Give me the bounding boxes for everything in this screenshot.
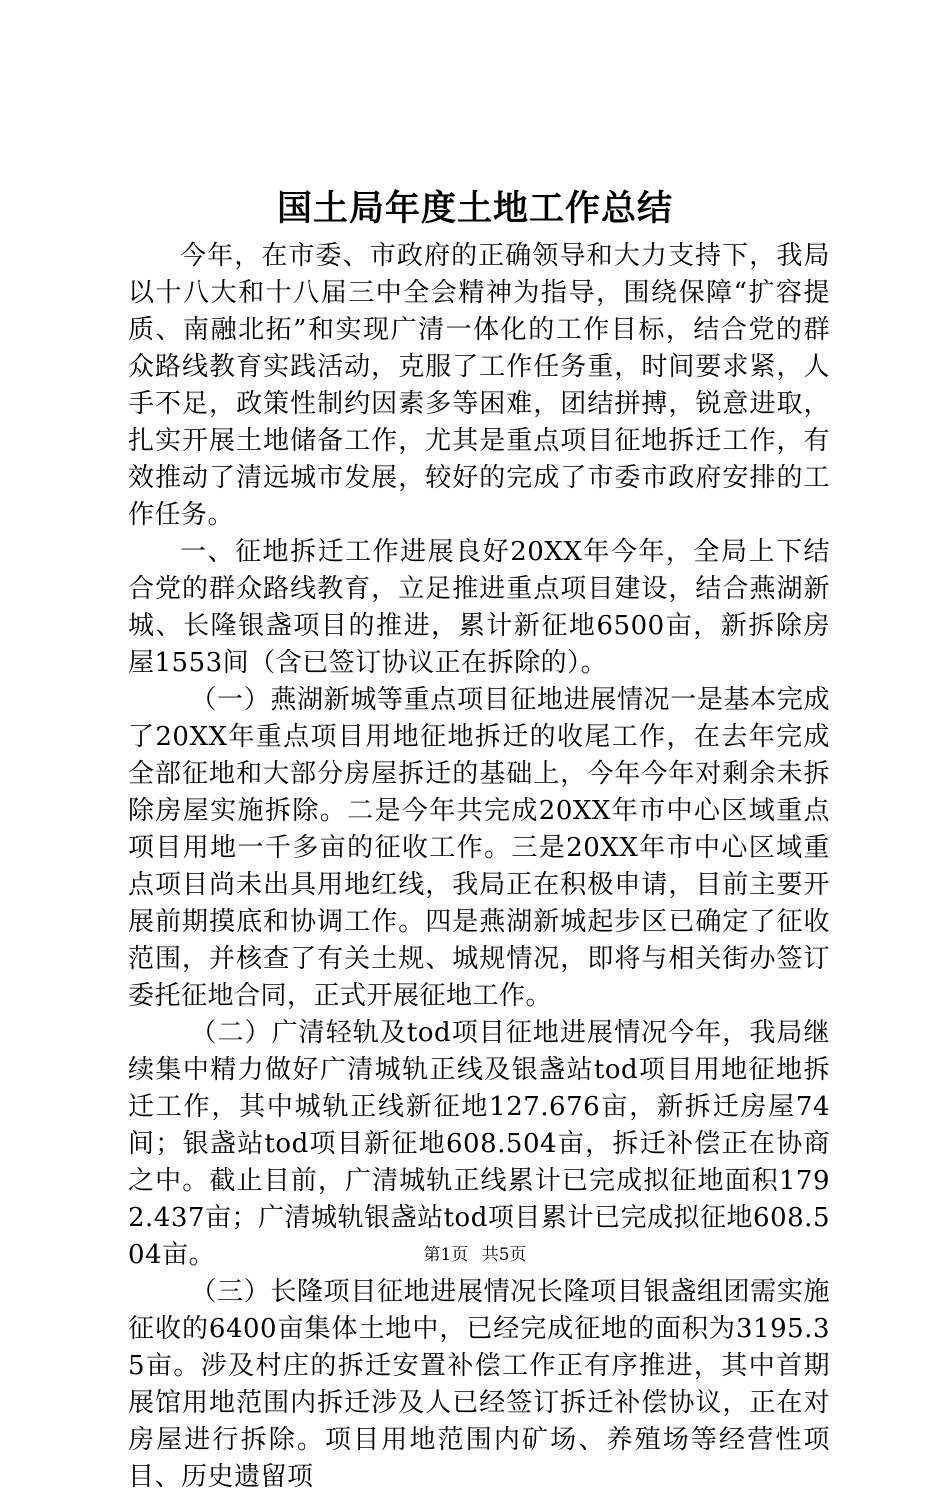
document-body [128,238,830,1496]
page-footer [0,1243,950,1267]
page-number: 第1页 [423,1245,469,1265]
paragraph-subsection-1: （一）燕湖新城等重点项目征地进展情况一是基本完成了20XX年重点项目用地征地拆迁的收尾工作，在去年完成全部征地和大部分房屋拆迁的基础上，今年今年对剩余未拆除房屋实施拆除。二是今年共完成20XX年市中心区域重点项目用地一千多亩的征收工作。三是20XX年市中心区域重点项目尚未出具用地红线，我局正在积极申请，目前主要开展前期摸底和协调工作。四是燕湖新城起步区已确定了征收范围，并核查了有关土规、城规情况，即将与相关街办签订委托征地合同，正式开展征地工作。 [128,685,830,1011]
page-total: 共5页 [481,1245,527,1265]
paragraph-subsection-3: （三）长隆项目征地进展情况长隆项目银盏组团需实施征收的6400亩集体土地中，已经完成征地的面积为3195.35亩。涉及村庄的拆迁安置补偿工作正有序推进，其中首期展馆用地范围内拆迁涉及人已经签订拆迁补偿协议，正在对房屋进行拆除。项目用地范围内矿场、养殖场等经营性项目、历史遗留项 [128,1277,830,1492]
paragraph-subsection-2: （二）广清轻轨及tod项目征地进展情况今年，我局继续集中精力做好广清城轨正线及银盏站tod项目用地征地拆迁工作，其中城轨正线新征地127.676亩，新拆迁房屋74间；银盏站tod项目新征地608.504亩，拆迁补偿正在协商之中。截止目前，广清城轨正线累计已完成拟征地面积1792.437亩；广清城轨银盏站tod项目累计已完成拟征地608.504亩。 [128,1018,830,1270]
document-title: 国土局年度土地工作总结 [276,188,673,229]
paragraph-section-1: 一、征地拆迁工作进展良好20XX年今年，全局上下结合党的群众路线教育，立足推进重点项目建设，结合燕湖新城、长隆银盏项目的推进，累计新征地6500亩，新拆除房屋1553间（含已签订协议正在拆除的）。 [128,537,830,678]
paragraph-intro: 今年，在市委、市政府的正确领导和大力支持下，我局以十八大和十八届三中全会精神为指导，围绕保障“扩容提质、南融北拓”和实现广清一体化的工作目标，结合党的群众路线教育实践活动，克服了工作任务重，时间要求紧，人手不足，政策性制约因素多等困难，团结拼搏，锐意进取，扎实开展土地储备工作，尤其是重点项目征地拆迁工作，有效推动了清远城市发展，较好的完成了市委市政府安排的工作任务。 [128,241,830,530]
